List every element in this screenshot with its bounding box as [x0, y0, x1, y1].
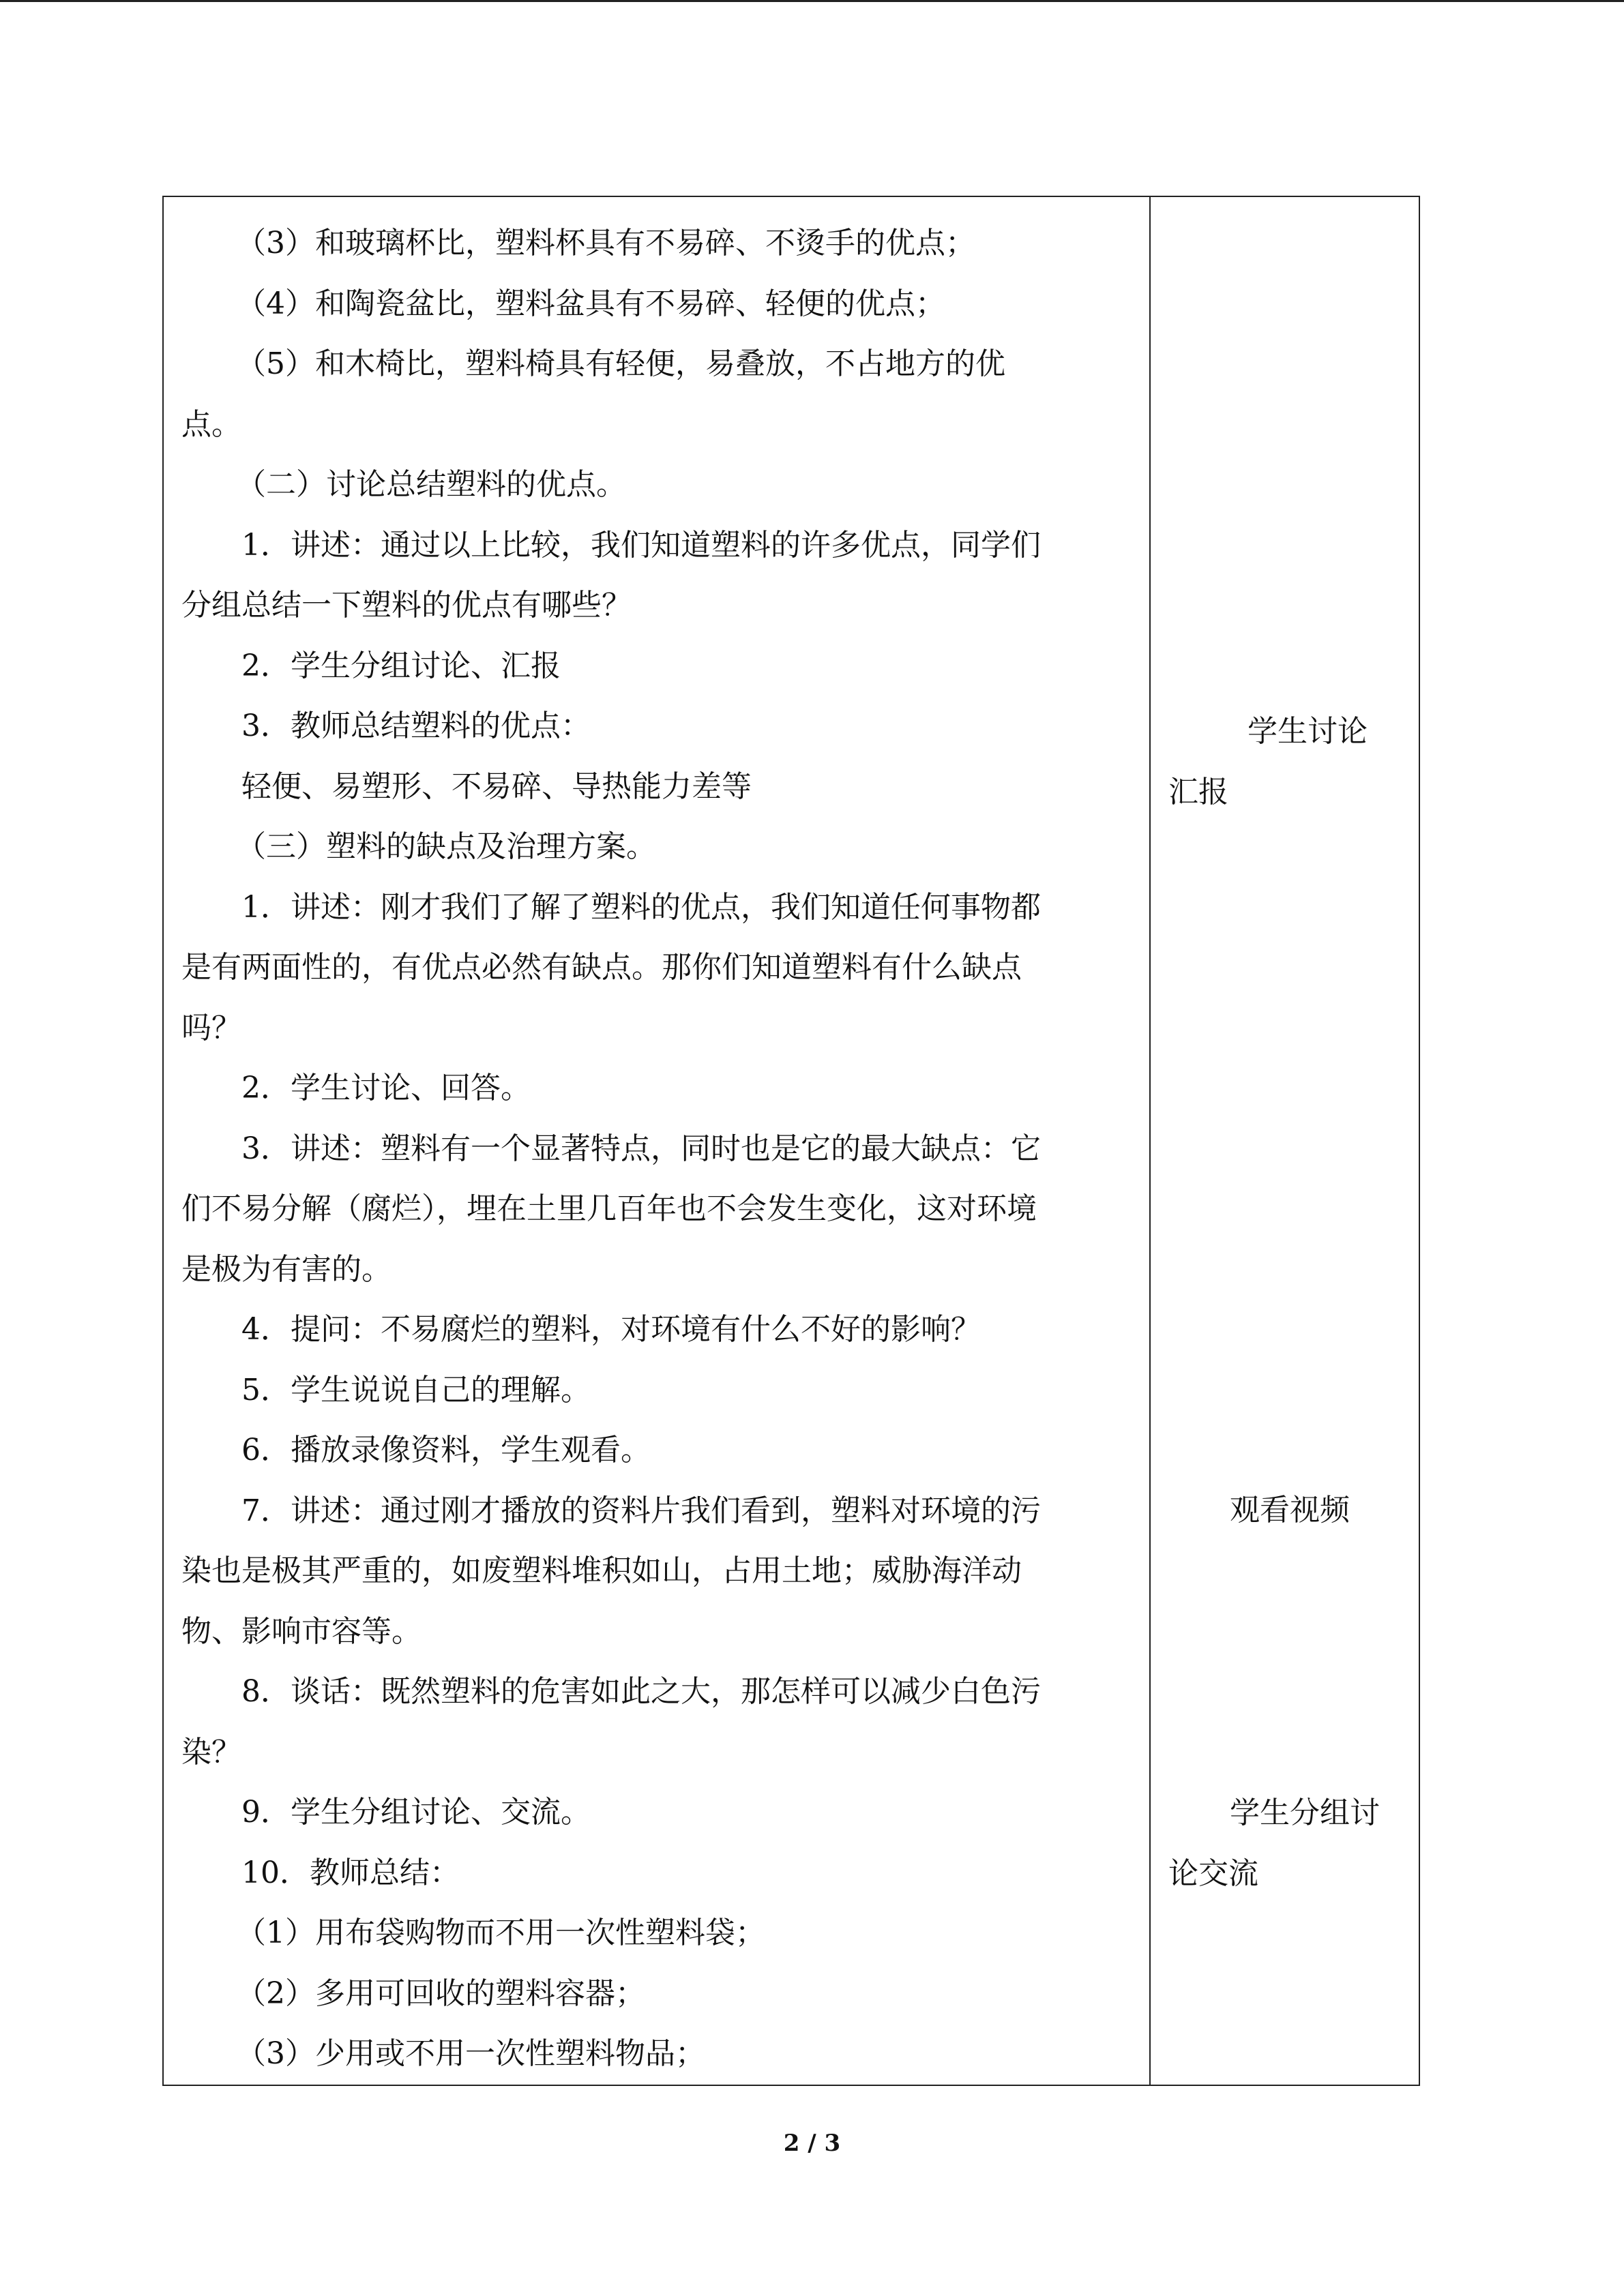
text-line: 染？ — [181, 1734, 241, 1770]
text-line: 2．学生讨论、回答。 — [241, 1071, 531, 1105]
text-line: （4）和陶瓷盆比，塑料盆具有不易碎、轻便的优点； — [236, 286, 945, 321]
text-line: 们不易分解（腐烂），埋在土里几百年也不会发生变化，这对环境 — [181, 1191, 1037, 1226]
text-line: 7．讲述：通过刚才播放的资料片我们看到，塑料对环境的污 — [241, 1493, 1041, 1528]
text-line: 染也是极其严重的，如废塑料堆积如山，占用土地；威胁海洋动 — [181, 1553, 1022, 1588]
text-line: 是有两面性的，有优点必然有缺点。那你们知道塑料有什么缺点 — [181, 950, 1022, 985]
text-line: 4．提问：不易腐烂的塑料，对环境有什么不好的影响？ — [241, 1312, 981, 1347]
text-line: 9．学生分组讨论、交流。 — [241, 1795, 591, 1830]
text-line: 物、影响市容等。 — [181, 1613, 422, 1649]
text-line: （2）多用可回收的塑料容器； — [236, 1976, 645, 2011]
text-line: 6．播放录像资料，学生观看。 — [241, 1433, 651, 1467]
text-line: 分组总结一下塑料的优点有哪些？ — [181, 588, 632, 623]
lesson-plan-table — [162, 196, 1420, 2086]
text-line: 是极为有害的。 — [181, 1251, 392, 1287]
text-line: 10．教师总结： — [241, 1855, 460, 1890]
note-watch-video — [1168, 1480, 1350, 1541]
note-discuss-report — [1168, 702, 1368, 822]
text-line: （3）少用或不用一次性塑料物品； — [236, 2036, 705, 2071]
text-line: 3．讲述：塑料有一个显著特点，同时也是它的最大缺点：它 — [241, 1131, 1041, 1166]
text-line: 8．谈话：既然塑料的危害如此之大，那怎样可以减少白色污 — [241, 1674, 1041, 1709]
text-line: 点。 — [181, 406, 241, 442]
text-line: 5．学生说说自己的理解。 — [241, 1372, 591, 1407]
teaching-process-text — [164, 197, 1149, 2085]
text-line: （三）塑料的缺点及治理方案。 — [236, 829, 656, 864]
text-line: 1．讲述：刚才我们了解了塑料的优点，我们知道任何事物都 — [241, 889, 1041, 925]
text-line: （3）和玻璃杯比，塑料杯具有不易碎、不烫手的优点； — [236, 226, 975, 260]
text-line: 吗？ — [181, 1010, 241, 1045]
note-line: 汇报 — [1168, 774, 1228, 809]
note-line: 学生讨论 — [1247, 714, 1368, 749]
note-line: 观看视频 — [1230, 1493, 1350, 1527]
text-line: 3．教师总结塑料的优点： — [241, 709, 591, 743]
page-number: 2 / 3 — [783, 2130, 841, 2157]
text-line: 轻便、易塑形、不易碎、导热能力差等 — [241, 769, 752, 804]
note-group-discuss — [1168, 1783, 1380, 1904]
text-line: 2．学生分组讨论、汇报 — [241, 648, 561, 683]
text-line: （5）和木椅比，塑料椅具有轻便，易叠放，不占地方的优 — [236, 346, 1005, 381]
note-line: 论交流 — [1168, 1855, 1258, 1891]
text-line: 1．讲述：通过以上比较，我们知道塑料的许多优点，同学们 — [241, 527, 1041, 563]
table-row — [163, 196, 1419, 2085]
student-activity-cell — [1150, 196, 1419, 2085]
page-top-edge — [0, 0, 1624, 2]
text-line: （二）讨论总结塑料的优点。 — [236, 467, 626, 502]
teaching-process-cell — [163, 196, 1150, 2085]
text-line: （1）用布袋购物而不用一次性塑料袋； — [236, 1915, 765, 1950]
note-line: 学生分组讨 — [1230, 1795, 1380, 1830]
